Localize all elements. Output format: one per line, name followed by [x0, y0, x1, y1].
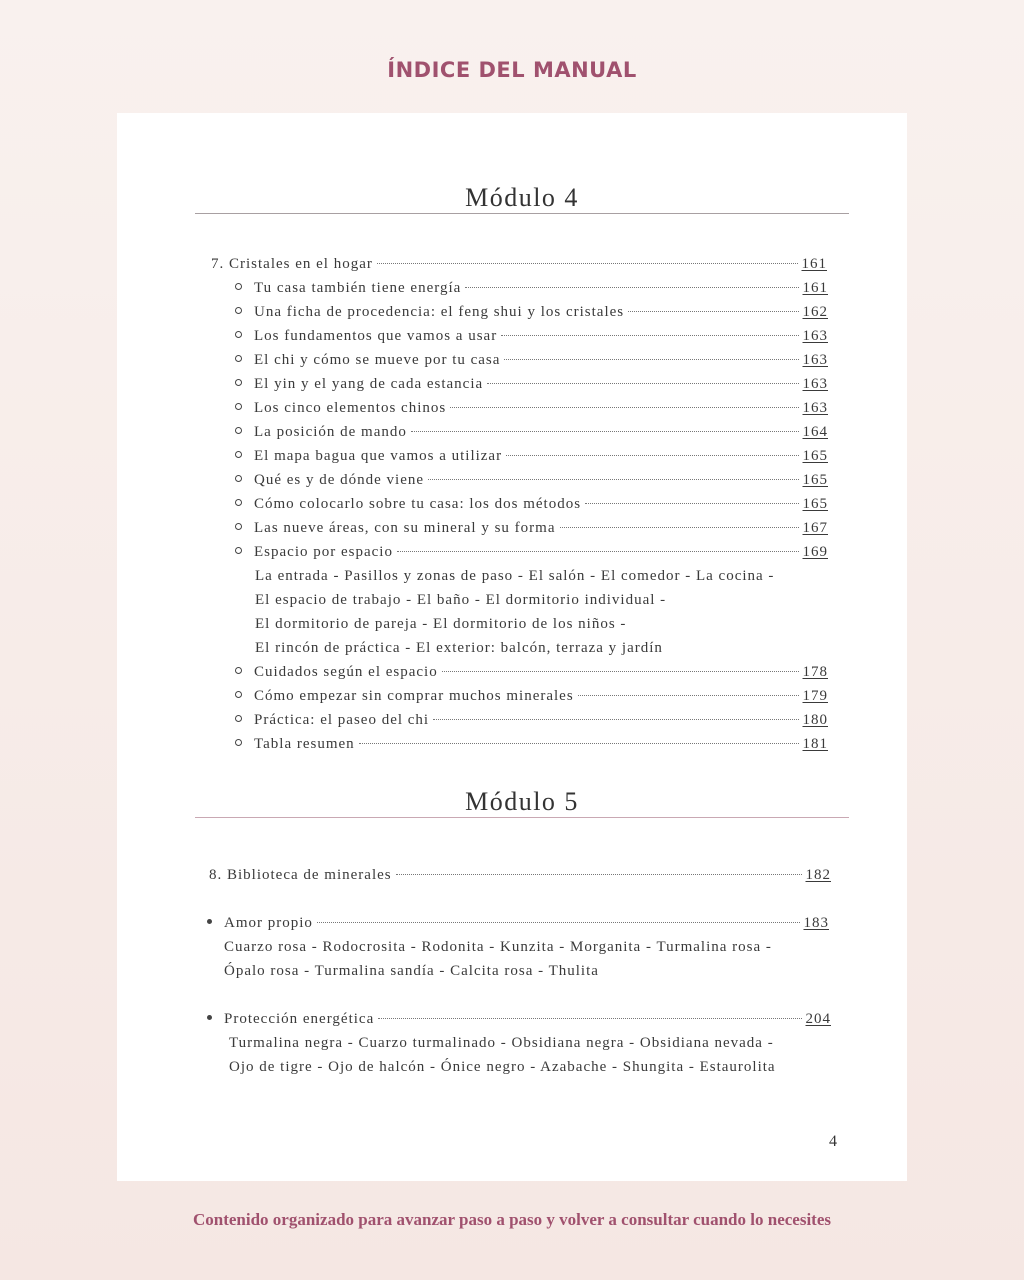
- dot-leader: [433, 719, 798, 720]
- toc-item[interactable]: [235, 280, 828, 302]
- toc-chapter-label: 8. Biblioteca de minerales: [209, 867, 392, 883]
- toc-section-amor-propio[interactable]: [207, 915, 829, 937]
- spaces-list-line: El dormitorio de pareja - El dormitorio de los niños -: [255, 616, 627, 632]
- module-4-divider: [195, 213, 849, 214]
- toc-chapter-label: 7. Cristales en el hogar: [211, 256, 373, 272]
- toc-page-link[interactable]: 163: [802, 328, 828, 344]
- toc-item[interactable]: [235, 712, 828, 734]
- toc-item[interactable]: [235, 424, 828, 446]
- toc-item-label: Los fundamentos que vamos a usar: [254, 328, 498, 344]
- toc-page-link[interactable]: 178: [802, 664, 828, 680]
- toc-item[interactable]: [235, 448, 828, 470]
- toc-item-label: Las nueve áreas, con su mineral y su forma: [254, 520, 556, 536]
- toc-page-link[interactable]: 165: [802, 448, 828, 464]
- circle-bullet-icon: [235, 667, 242, 674]
- toc-item-label: Qué es y de dónde viene: [254, 472, 425, 488]
- circle-bullet-icon: [235, 427, 242, 434]
- toc-item-label: La posición de mando: [254, 424, 407, 440]
- circle-bullet-icon: [235, 547, 242, 554]
- toc-chapter-7[interactable]: [211, 256, 827, 278]
- toc-page-link[interactable]: 163: [802, 400, 828, 416]
- toc-item-label: Espacio por espacio: [254, 544, 393, 560]
- circle-bullet-icon: [235, 715, 242, 722]
- toc-item[interactable]: [235, 400, 828, 422]
- circle-bullet-icon: [235, 499, 242, 506]
- toc-item[interactable]: [235, 304, 828, 326]
- toc-item-label: Cómo colocarlo sobre tu casa: los dos métodos: [254, 496, 582, 512]
- module-5-divider: [195, 817, 849, 818]
- toc-item-label: Una ficha de procedencia: el feng shui y los cristales: [254, 304, 625, 320]
- toc-page-link[interactable]: 163: [802, 376, 828, 392]
- toc-item[interactable]: [235, 376, 828, 398]
- toc-page-link[interactable]: 163: [802, 352, 828, 368]
- dot-leader: [506, 455, 798, 456]
- circle-bullet-icon: [235, 307, 242, 314]
- spaces-list-line: El espacio de trabajo - El baño - El dormitorio individual -: [255, 592, 667, 608]
- circle-bullet-icon: [235, 691, 242, 698]
- dot-leader: [628, 311, 798, 312]
- spaces-list-line: La entrada - Pasillos y zonas de paso - El salón - El comedor - La cocina -: [255, 568, 775, 584]
- dot-leader: [396, 874, 802, 875]
- module-4-heading: Módulo 4: [465, 183, 579, 212]
- toc-item-label: El yin y el yang de cada estancia: [254, 376, 484, 392]
- manual-page: [117, 113, 907, 1181]
- toc-item-label: Los cinco elementos chinos: [254, 400, 447, 416]
- toc-page-link[interactable]: 181: [802, 736, 828, 752]
- dot-leader: [465, 287, 798, 288]
- footer-tagline: Contenido organizado para avanzar paso a paso y volver a consultar cuando lo necesites: [192, 1210, 831, 1229]
- dot-leader: [317, 922, 800, 923]
- toc-page-link[interactable]: 204: [805, 1011, 831, 1027]
- dot-leader: [578, 695, 799, 696]
- toc-page-link[interactable]: 180: [802, 712, 828, 728]
- dot-leader: [504, 359, 798, 360]
- circle-bullet-icon: [235, 283, 242, 290]
- toc-page-link[interactable]: 169: [802, 544, 828, 560]
- mineral-list-line: Turmalina negra - Cuarzo turmalinado - Obsidiana negra - Obsidiana nevada -: [229, 1035, 774, 1051]
- dot-leader: [411, 431, 799, 432]
- dot-leader: [450, 407, 798, 408]
- dot-leader: [428, 479, 798, 480]
- bullet-icon: [207, 1015, 212, 1020]
- toc-item[interactable]: [235, 736, 828, 758]
- toc-item-label: El mapa bagua que vamos a utilizar: [254, 448, 503, 464]
- dot-leader: [501, 335, 798, 336]
- module-5-heading: Módulo 5: [465, 787, 579, 816]
- toc-item-label: Tu casa también tiene energía: [254, 280, 462, 296]
- mineral-list-line: Cuarzo rosa - Rodocrosita - Rodonita - Kunzita - Morganita - Turmalina rosa -: [224, 939, 772, 955]
- toc-item[interactable]: [235, 688, 828, 710]
- mineral-list-line: Ojo de tigre - Ojo de halcón - Ónice negro - Azabache - Shungita - Estaurolita: [229, 1059, 776, 1075]
- toc-page-link[interactable]: 179: [802, 688, 828, 704]
- toc-page-link[interactable]: 165: [802, 496, 828, 512]
- dot-leader: [359, 743, 799, 744]
- toc-item[interactable]: [235, 472, 828, 494]
- toc-item[interactable]: [235, 496, 828, 518]
- page-number: 4: [829, 1133, 837, 1150]
- circle-bullet-icon: [235, 475, 242, 482]
- toc-section-proteccion[interactable]: [207, 1011, 831, 1033]
- toc-item[interactable]: [235, 520, 828, 542]
- circle-bullet-icon: [235, 739, 242, 746]
- circle-bullet-icon: [235, 355, 242, 362]
- toc-page-link[interactable]: 165: [802, 472, 828, 488]
- dot-leader: [442, 671, 799, 672]
- dot-leader: [378, 1018, 801, 1019]
- circle-bullet-icon: [235, 403, 242, 410]
- toc-page-link[interactable]: 182: [805, 867, 831, 883]
- toc-item-label: El chi y cómo se mueve por tu casa: [254, 352, 501, 368]
- dot-leader: [560, 527, 799, 528]
- toc-item[interactable]: [235, 544, 828, 566]
- toc-page-link[interactable]: 164: [802, 424, 828, 440]
- toc-item[interactable]: [235, 352, 828, 374]
- toc-item-label: Práctica: el paseo del chi: [254, 712, 430, 728]
- mineral-list-line: Ópalo rosa - Turmalina sandía - Calcita rosa - Thulita: [224, 963, 599, 979]
- dot-leader: [377, 263, 798, 264]
- toc-item[interactable]: [235, 664, 828, 686]
- circle-bullet-icon: [235, 523, 242, 530]
- toc-section-label: Amor propio: [224, 915, 313, 931]
- toc-page-link[interactable]: 183: [803, 915, 829, 931]
- dot-leader: [585, 503, 798, 504]
- toc-chapter-8[interactable]: [209, 867, 831, 889]
- toc-item-label: Cómo empezar sin comprar muchos minerales: [254, 688, 574, 704]
- spaces-list-line: El rincón de práctica - El exterior: balcón, terraza y jardín: [255, 640, 663, 656]
- toc-item[interactable]: [235, 328, 828, 350]
- circle-bullet-icon: [235, 451, 242, 458]
- toc-page-link[interactable]: 161: [802, 280, 828, 296]
- bullet-icon: [207, 919, 212, 924]
- circle-bullet-icon: [235, 331, 242, 338]
- toc-item-label: Cuidados según el espacio: [254, 664, 438, 680]
- dot-leader: [397, 551, 799, 552]
- toc-section-label: Protección energética: [224, 1011, 375, 1027]
- dot-leader: [487, 383, 798, 384]
- toc-page-link[interactable]: 161: [801, 256, 827, 272]
- toc-page-link[interactable]: 167: [802, 520, 828, 536]
- circle-bullet-icon: [235, 379, 242, 386]
- header-title: ÍNDICE DEL MANUAL: [387, 58, 637, 82]
- toc-item-label: Tabla resumen: [254, 736, 355, 752]
- toc-page-link[interactable]: 162: [802, 304, 828, 320]
